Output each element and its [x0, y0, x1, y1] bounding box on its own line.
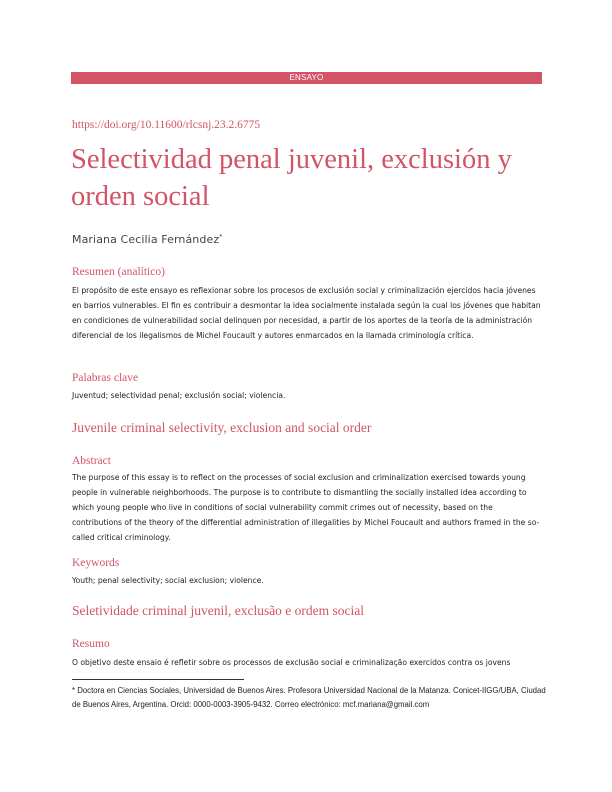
article-title: Selectividad penal juvenil, exclusión y orden social — [71, 144, 512, 212]
english-title: Juvenile criminal selectivity, exclusion and social order — [72, 420, 372, 435]
portuguese-title: Seletividade criminal juvenil, exclusão e ordem social — [72, 603, 365, 618]
footnote-divider — [72, 679, 244, 680]
doi-link[interactable]: https://doi.org/10.11600/rlcsnj.23.2.6775 — [72, 119, 261, 131]
portuguese-abstract-heading: Resumo — [72, 638, 110, 650]
spanish-abstract-text: El propósito de este ensayo es reflexionar sobre los procesos de exclusión social y criminalización ejercidos hacia jóvenes en barrios vulnerables. El fin es contribuir a desmontar la idea socialmente instalada según la cual los jóvenes que habitan en condiciones de vulnerabilidad social delinquen por necesidad, a partir de los aportes de la teoría de la administración diferencial de los ilegalismos de Michel Foucault y autores enmarcados en la llamada criminología crítica. — [72, 286, 541, 340]
author-footnote-mark[interactable]: * — [219, 233, 223, 241]
spanish-abstract-heading: Resumen (analítico) — [72, 266, 165, 278]
english-abstract-heading: Abstract — [72, 455, 111, 467]
section-label-bar — [71, 72, 542, 84]
spanish-keywords-text: Juventud; selectividad penal; exclusión social; violencia. — [72, 391, 286, 400]
author-line — [72, 233, 222, 246]
english-keywords-heading: Keywords — [72, 557, 120, 569]
author-footnote: * Doctora en Ciencias Sociales, Universidad de Buenos Aires. Profesora Universidad Nacional de la Matanza. Conicet-IIGG/UBA, Ciudad de Buenos Aires, Argentina. Orcid: 0000-0003-3905-9432. Correo electrónico: mcf.mariana@gmail.com — [72, 686, 546, 709]
section-label: ENSAYO — [289, 73, 324, 82]
english-abstract-text: The purpose of this essay is to reflect on the processes of social exclusion and criminalization exercised towards young people in vulnerable neighborhoods. The purpose is to contribute to dismantling the socially installed idea according to which young people who live in conditions of social vulnerability commit crimes out of necessity, based on the contributions of the theory of the differential administration of illegalities by Michel Foucault and authors framed in the so-called critical criminology. — [72, 473, 540, 542]
spanish-keywords-heading: Palabras clave — [72, 372, 139, 384]
english-keywords-text: Youth; penal selectivity; social exclusion; violence. — [72, 576, 264, 585]
portuguese-abstract-text: O objetivo deste ensaio é refletir sobre os processos de exclusão social e criminalização exercidos contra os jovens — [72, 658, 511, 667]
author-name: Mariana Cecilia Fernández — [72, 233, 220, 246]
